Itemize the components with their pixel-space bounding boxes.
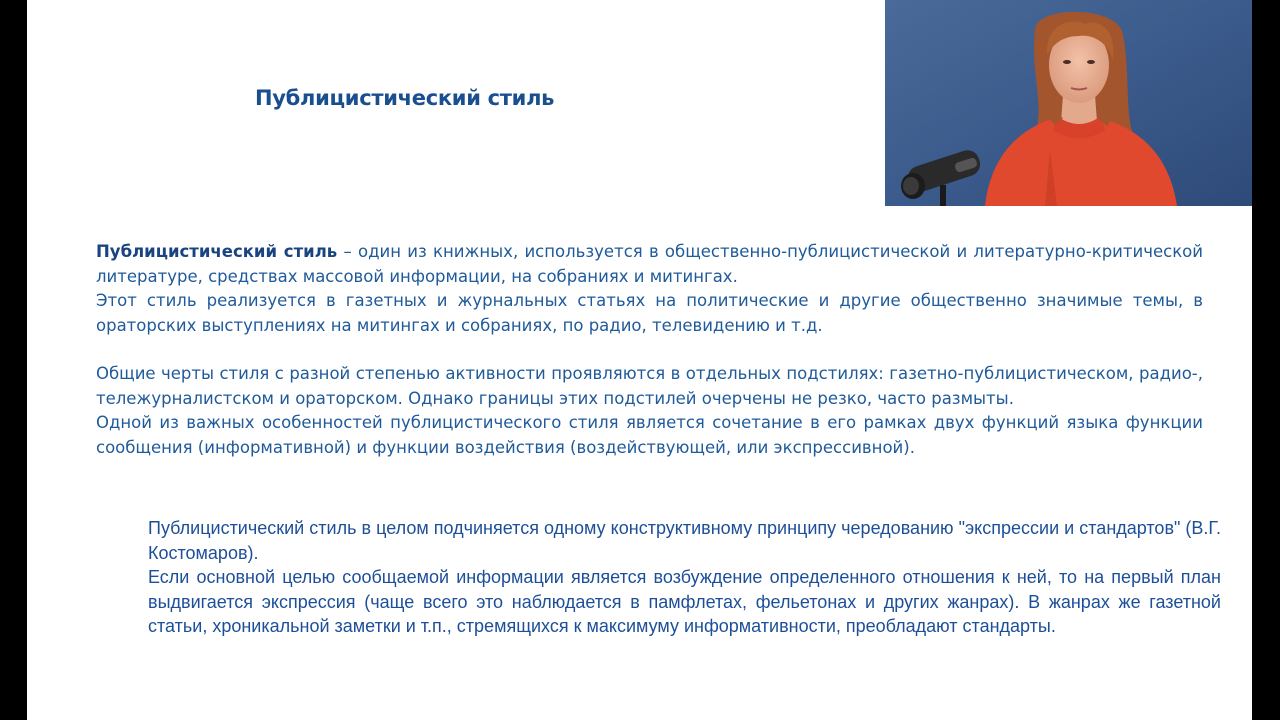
functions-paragraph: Одной из важных особенностей публицистического стиля является сочетание в его рамках двух функций языка функции сообщения (информативной) и функции воздействия (воздействующей, или экспрессивной). [96,413,1203,457]
definition-block [96,240,1203,460]
definition-paragraph [96,240,1203,289]
paragraph-spacer [96,338,1203,362]
presenter-video [885,0,1252,206]
definition-term: Публицистический стиль [96,242,338,261]
substyles-paragraph: Общие черты стиля с разной степенью активности проявляются в отдельных подстилях: газетно-публицистическом, радио-, тележурналистском и ораторском. Однако границы этих подстилей очерчены не резко, часто размыты. [96,364,1203,408]
slide [27,0,1252,720]
presenter-video-frame [885,0,1252,206]
principle-paragraph: Публицистический стиль в целом подчиняется одному конструктивному принципу чередованию "экспрессии и стандартов" (В.Г. Костомаров). [148,518,1221,563]
usage-paragraph: Этот стиль реализуется в газетных и журнальных статьях на политические и другие общественно значимые темы, в ораторских выступлениях на митингах и собраниях, по радио, телевидению и т.д. [96,291,1203,335]
principle-block [148,516,1221,639]
definition-text: – один из книжных, используется в общественно-публицистической и литературно-критической литературе, средствах массовой информации, на собраниях и митингах. [96,242,1203,286]
slide-title: Публицистический стиль [255,86,555,110]
expression-paragraph: Если основной целью сообщаемой информации является возбуждение определенного отношения к ней, то на первый план выдвигается экспрессия (чаще всего это наблюдается в памфлетах, фельетонах и других жанрах). В жанрах же газетной статьи, хроникальной заметки и т.п., стремящихся к максимуму информативности, преобладают стандарты. [148,567,1221,636]
